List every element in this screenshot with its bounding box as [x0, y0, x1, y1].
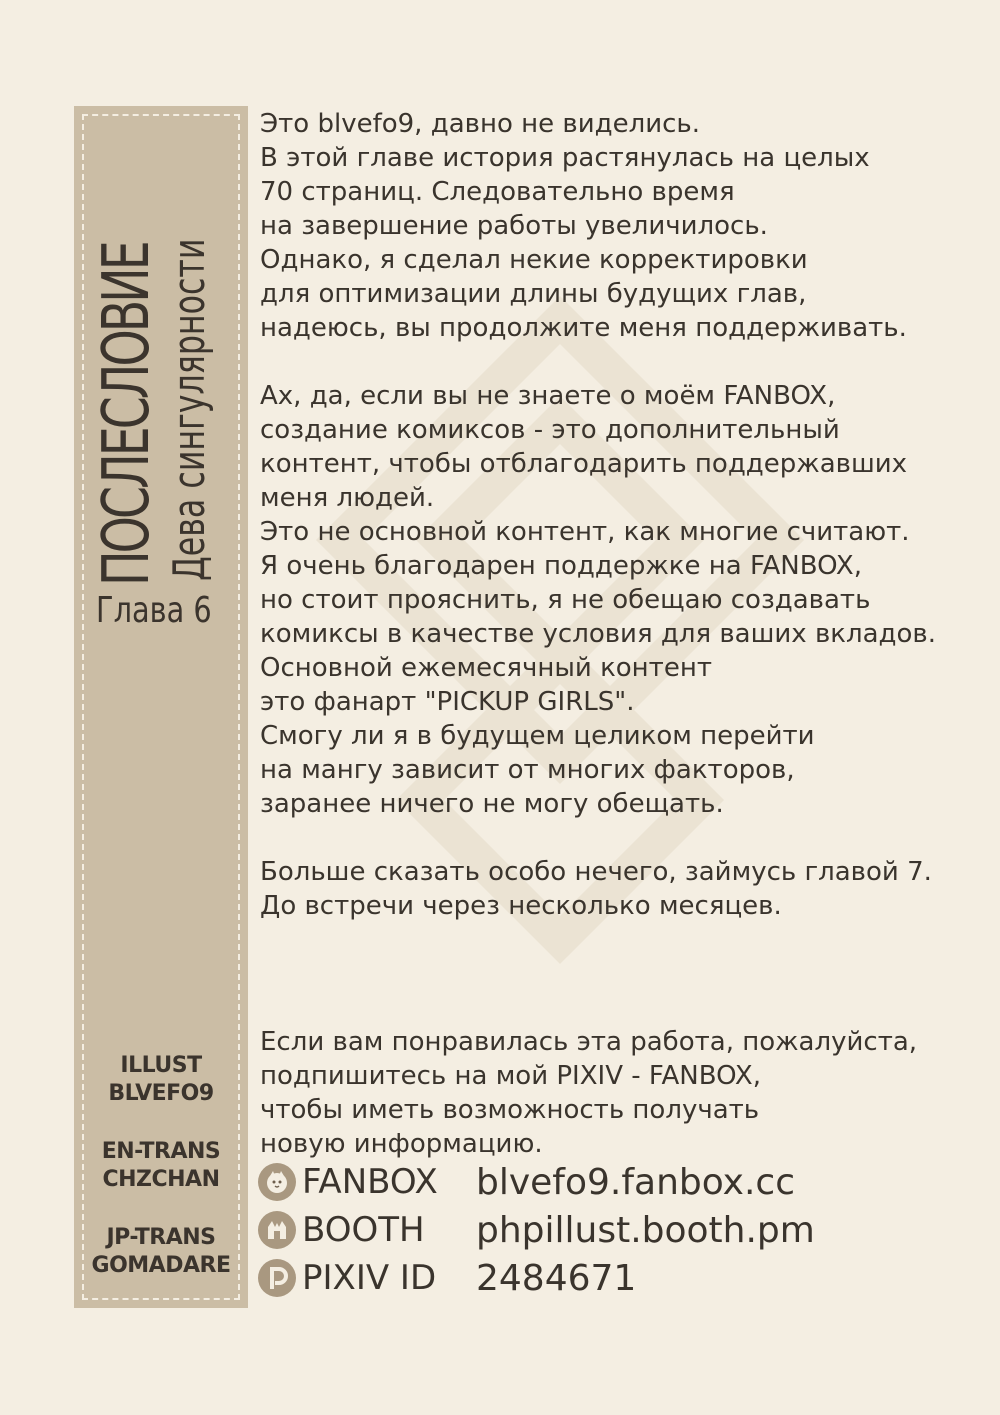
text-line: Однако, я сделал некие корректировки — [260, 245, 808, 275]
text-line: но стоит прояснить, я не обещаю создавать — [260, 585, 871, 615]
link-label: PIXIV ID — [302, 1258, 437, 1298]
credit-name: GOMADARE — [91, 1253, 231, 1278]
link-label: BOOTH — [302, 1210, 425, 1250]
paragraph-greeting — [260, 107, 990, 345]
text-line: чтобы иметь возможность получать — [260, 1095, 760, 1125]
credit-illust — [86, 1052, 236, 1108]
credit-name: BLVEFO9 — [108, 1081, 214, 1106]
link-fanbox[interactable] — [258, 1158, 978, 1206]
text-line: создание комиксов - это дополнительный — [260, 415, 840, 445]
text-line: Это blvefo9, давно не виделись. — [260, 109, 700, 139]
text-line: Ах, да, если вы не знаете о моём FANBOX, — [260, 381, 836, 411]
paragraph-spacer — [260, 923, 990, 991]
text-line: надеюсь, вы продолжите меня поддерживать. — [260, 313, 907, 343]
text-line: Основной ежемесячный контент — [260, 653, 712, 683]
fanbox-icon — [258, 1163, 296, 1201]
text-line: Смогу ли я в будущем целиком перейти — [260, 721, 815, 751]
paragraph-spacer — [260, 345, 990, 379]
text-line: меня людей. — [260, 483, 435, 513]
text-line: 70 страниц. Следовательно время — [260, 177, 735, 207]
text-line: на мангу зависит от многих факторов, — [260, 755, 795, 785]
links-list — [258, 1158, 978, 1302]
link-url[interactable]: blvefo9.fanbox.cc — [476, 1161, 796, 1203]
text-line: комиксы в качестве условия для ваших вкладов. — [260, 619, 936, 649]
link-label: FANBOX — [302, 1162, 438, 1202]
afterword-body — [260, 107, 990, 1161]
afterword-title — [92, 126, 162, 586]
paragraph-subscribe — [260, 1025, 990, 1161]
afterword-title-text: ПОСЛЕСЛОВИЕ — [90, 243, 164, 586]
text-line: подпишитесь на мой PIXIV - FANBOX, — [260, 1061, 761, 1091]
chapter-label — [96, 590, 236, 631]
credit-en-trans — [86, 1138, 236, 1194]
credit-jp-trans — [86, 1224, 236, 1280]
pixiv-icon — [258, 1259, 296, 1297]
text-line: новую информацию. — [260, 1129, 543, 1159]
credits-block — [86, 1052, 236, 1310]
text-line: Больше сказать особо нечего, займусь главой 7. — [260, 857, 932, 887]
text-line: В этой главе история растянулась на целых — [260, 143, 870, 173]
chapter-label-text: Глава 6 — [96, 590, 212, 631]
paragraph-spacer — [260, 821, 990, 855]
series-subtitle-text: Дева сингулярности — [164, 238, 215, 581]
text-line: Если вам понравилась эта работа, пожалуйста, — [260, 1027, 918, 1057]
link-id[interactable]: 2484671 — [476, 1257, 637, 1299]
text-line: контент, чтобы отблагодарить поддержавших — [260, 449, 908, 479]
link-booth[interactable] — [258, 1206, 978, 1254]
credit-role: EN-TRANS — [101, 1139, 221, 1164]
credit-role: JP-TRANS — [106, 1225, 216, 1250]
text-line: на завершение работы увеличилось. — [260, 211, 768, 241]
link-pixiv[interactable] — [258, 1254, 978, 1302]
paragraph-closing — [260, 855, 990, 923]
text-line: это фанарт "PICKUP GIRLS". — [260, 687, 635, 717]
series-subtitle — [162, 121, 218, 581]
credit-role: ILLUST — [120, 1053, 202, 1078]
text-line: До встречи через несколько месяцев. — [260, 891, 782, 921]
booth-icon — [258, 1211, 296, 1249]
text-line: Это не основной контент, как многие считают. — [260, 517, 910, 547]
credit-name: CHZCHAN — [102, 1167, 220, 1192]
text-line: Я очень благодарен поддержке на FANBOX, — [260, 551, 863, 581]
vertical-title-panel — [92, 126, 232, 586]
text-line: для оптимизации длины будущих глав, — [260, 279, 807, 309]
text-line: заранее ничего не могу обещать. — [260, 789, 724, 819]
paragraph-fanbox — [260, 379, 990, 821]
link-url[interactable]: phpillust.booth.pm — [476, 1209, 815, 1251]
paragraph-spacer — [260, 991, 990, 1025]
